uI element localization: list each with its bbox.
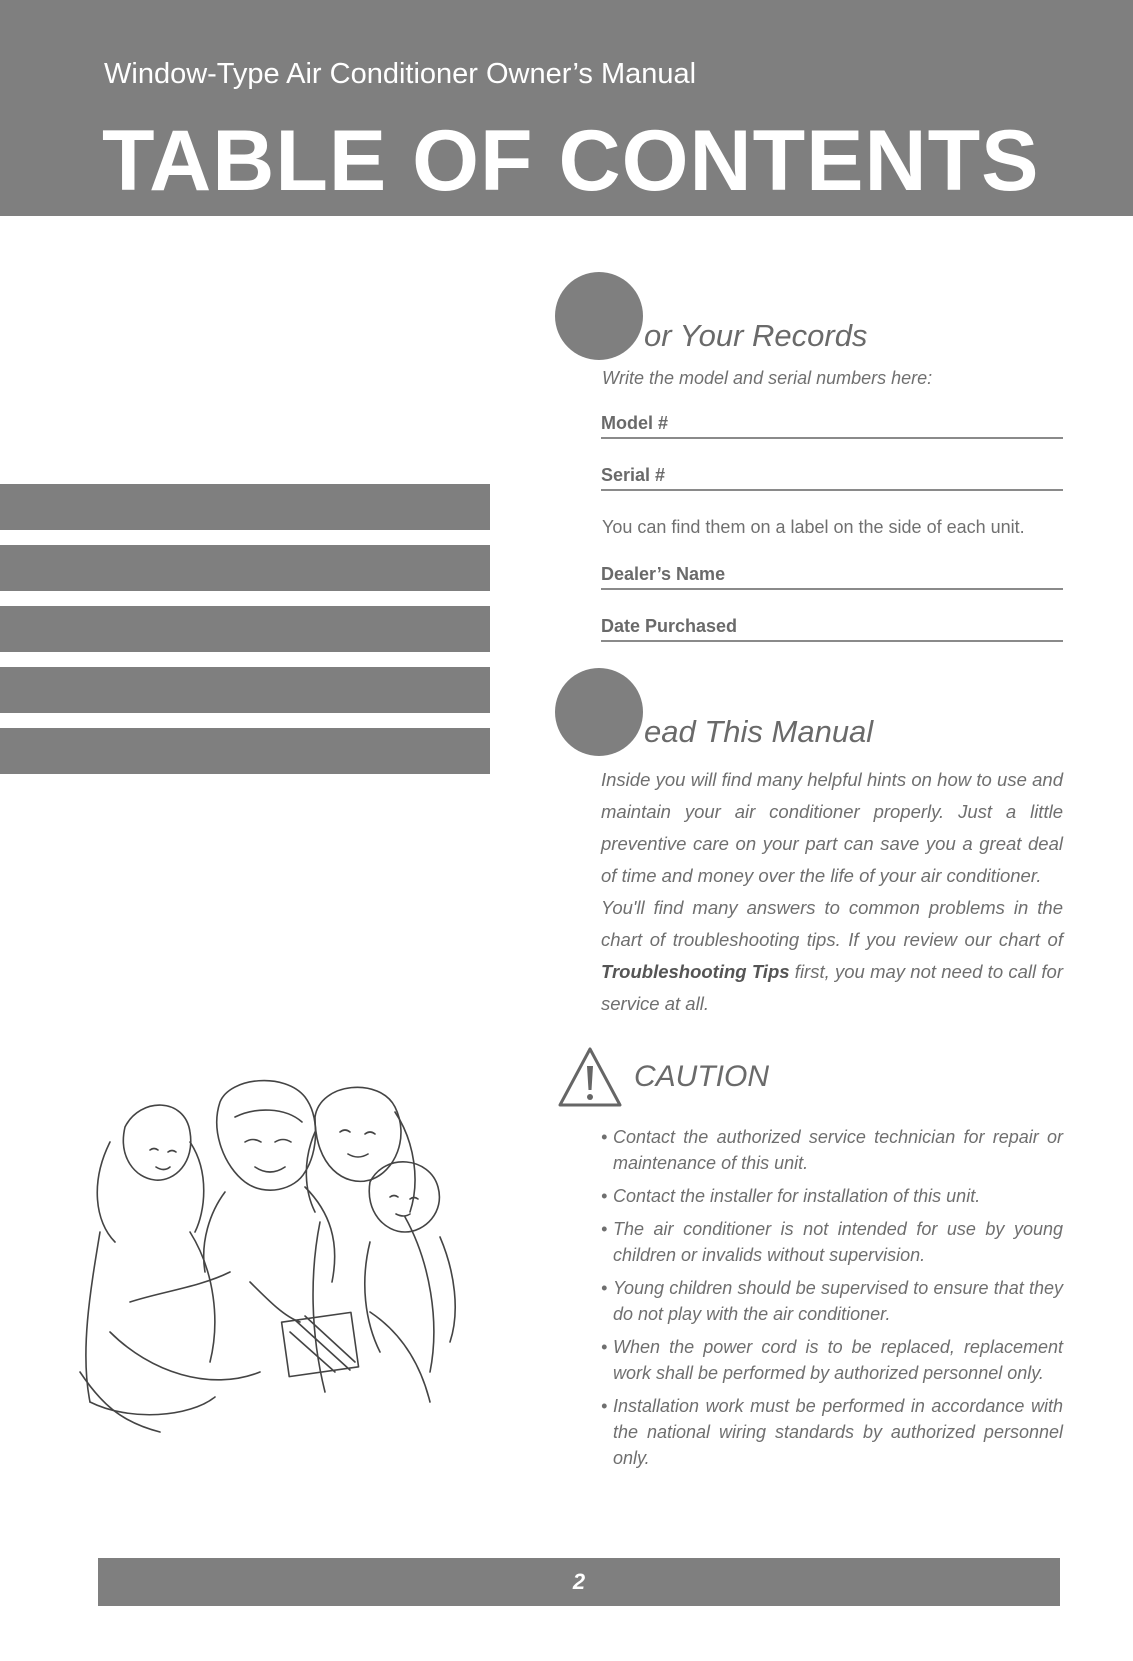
records-title: or Your Records	[644, 318, 868, 353]
left-girl-outline	[123, 1105, 190, 1180]
dropcap-circle	[555, 272, 643, 360]
header-band	[0, 0, 1133, 216]
caution-item: • Installation work must be performed in accordance with the national wiring standards by authorized personnel only.	[601, 1393, 1063, 1471]
read-manual-title: ead This Manual	[644, 714, 874, 749]
troubleshooting-emphasis: Troubleshooting Tips	[601, 961, 790, 982]
date-field: Date Purchased	[601, 616, 1063, 642]
caution-item: • When the power cord is to be replaced, replacement work shall be performed by authorized personnel only.	[601, 1334, 1063, 1386]
caution-title: CAUTION	[634, 1060, 769, 1093]
manual-subtitle: Window-Type Air Conditioner Owner’s Manual	[104, 58, 697, 90]
decorative-bar	[0, 545, 490, 591]
decorative-bars	[0, 484, 490, 789]
family-illustration	[70, 1072, 490, 1452]
page-title: TABLE OF CONTENTS	[102, 113, 1040, 209]
decorative-bar	[0, 728, 490, 774]
read-manual-body	[601, 764, 1063, 1020]
records-intro: Write the model and serial numbers here:	[602, 368, 933, 388]
serial-field: Serial #	[601, 465, 1063, 491]
decorative-bar	[0, 484, 490, 530]
dropcap-circle	[555, 668, 643, 756]
caution-item: • Contact the authorized service technician for repair or maintenance of this unit.	[601, 1124, 1063, 1176]
page-footer	[98, 1558, 1060, 1606]
read-manual-paragraph: Inside you will find many helpful hints on how to use and maintain your air conditioner properly. Just a little preventive care on your part can save you a great deal of time and money over the life of your air conditioner.	[601, 769, 1063, 886]
label-location-note: You can find them on a label on the side of each unit.	[602, 517, 1025, 537]
right-girl-outline	[315, 1087, 401, 1181]
caution-list	[601, 1124, 1063, 1471]
small-child-outline	[369, 1162, 439, 1232]
para-text: first, you may not need to call for service at all.	[601, 961, 1063, 1014]
caution-item: • The air conditioner is not intended for use by young children or invalids without supervision.	[601, 1216, 1063, 1268]
read-manual-paragraph	[601, 892, 1063, 1020]
dealer-field: Dealer’s Name	[601, 564, 1063, 590]
father-outline	[217, 1081, 316, 1191]
right-column	[555, 272, 1063, 1478]
records-heading	[555, 272, 1063, 364]
para-text: You'll find many answers to common problems in the chart of troubleshooting tips. If you review our chart of	[601, 897, 1063, 950]
page-number: 2	[572, 1569, 586, 1594]
model-field: Model #	[601, 413, 1063, 439]
decorative-bar	[0, 667, 490, 713]
caution-heading	[555, 1046, 1063, 1116]
warning-triangle-icon	[557, 1046, 623, 1108]
caution-item: • Young children should be supervised to ensure that they do not play with the air conditioner.	[601, 1275, 1063, 1327]
read-manual-heading	[555, 668, 1063, 760]
decorative-bar	[0, 606, 490, 652]
caution-item: • Contact the installer for installation of this unit.	[601, 1183, 1063, 1209]
